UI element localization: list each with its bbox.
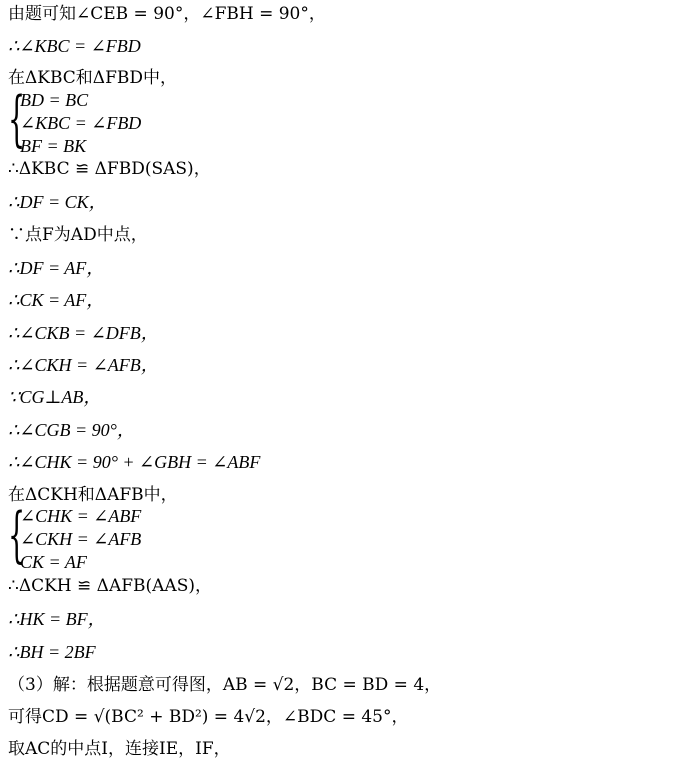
text-line-1: 由题可知∠CEB = 90°，∠FBH = 90°， — [8, 4, 326, 24]
text-line-4: ∴ΔKBC ≌ ΔFBD(SAS)， — [8, 159, 211, 179]
text-line-2: ∴∠KBC = ∠FBD — [8, 36, 141, 56]
system1-line-1: BD = BC — [20, 90, 89, 110]
text-line-12: ∴∠CGB = 90°， — [8, 420, 135, 440]
left-brace-icon: { — [8, 84, 26, 154]
system1-line-3: BF = BK — [20, 136, 87, 156]
text-line-8: ∴CK = AF， — [8, 290, 105, 310]
text-line-3: 在ΔKBC和ΔFBD中， — [8, 68, 177, 88]
system1-line-2: ∠KBC = ∠FBD — [20, 113, 142, 133]
text-line-9: ∴∠CKB = ∠DFB， — [8, 323, 159, 343]
left-brace-icon: { — [8, 500, 26, 570]
text-line-13: ∴∠CHK = 90° + ∠GBH = ∠ABF — [8, 452, 261, 472]
text-line-18: （3）解：根据题意可得图，AB = √2，BC = BD = 4， — [8, 675, 442, 695]
text-line-10: ∴∠CKH = ∠AFB， — [8, 355, 159, 375]
text-line-7: ∴DF = AF， — [8, 258, 105, 278]
system2-line-3: CK = AF — [20, 552, 87, 572]
text-line-11: ∵CG⊥AB， — [8, 387, 102, 407]
text-line-16: ∴HK = BF， — [8, 609, 106, 629]
system2-line-2: ∠CKH = ∠AFB — [20, 529, 142, 549]
text-line-17: ∴BH = 2BF — [8, 642, 96, 662]
text-line-19: 可得CD = √(BC² + BD²) = 4√2，∠BDC = 45°， — [8, 707, 409, 727]
text-line-15: ∴ΔCKH ≌ ΔAFB(AAS)， — [8, 576, 212, 596]
text-line-5: ∴DF = CK， — [8, 192, 107, 212]
text-line-6: ∵点F为AD中点， — [8, 225, 148, 245]
text-line-20: 取AC的中点I，连接IE，IF， — [8, 739, 231, 759]
text-line-14: 在ΔCKH和ΔAFB中， — [8, 485, 178, 505]
system2-line-1: ∠CHK = ∠ABF — [20, 506, 142, 526]
